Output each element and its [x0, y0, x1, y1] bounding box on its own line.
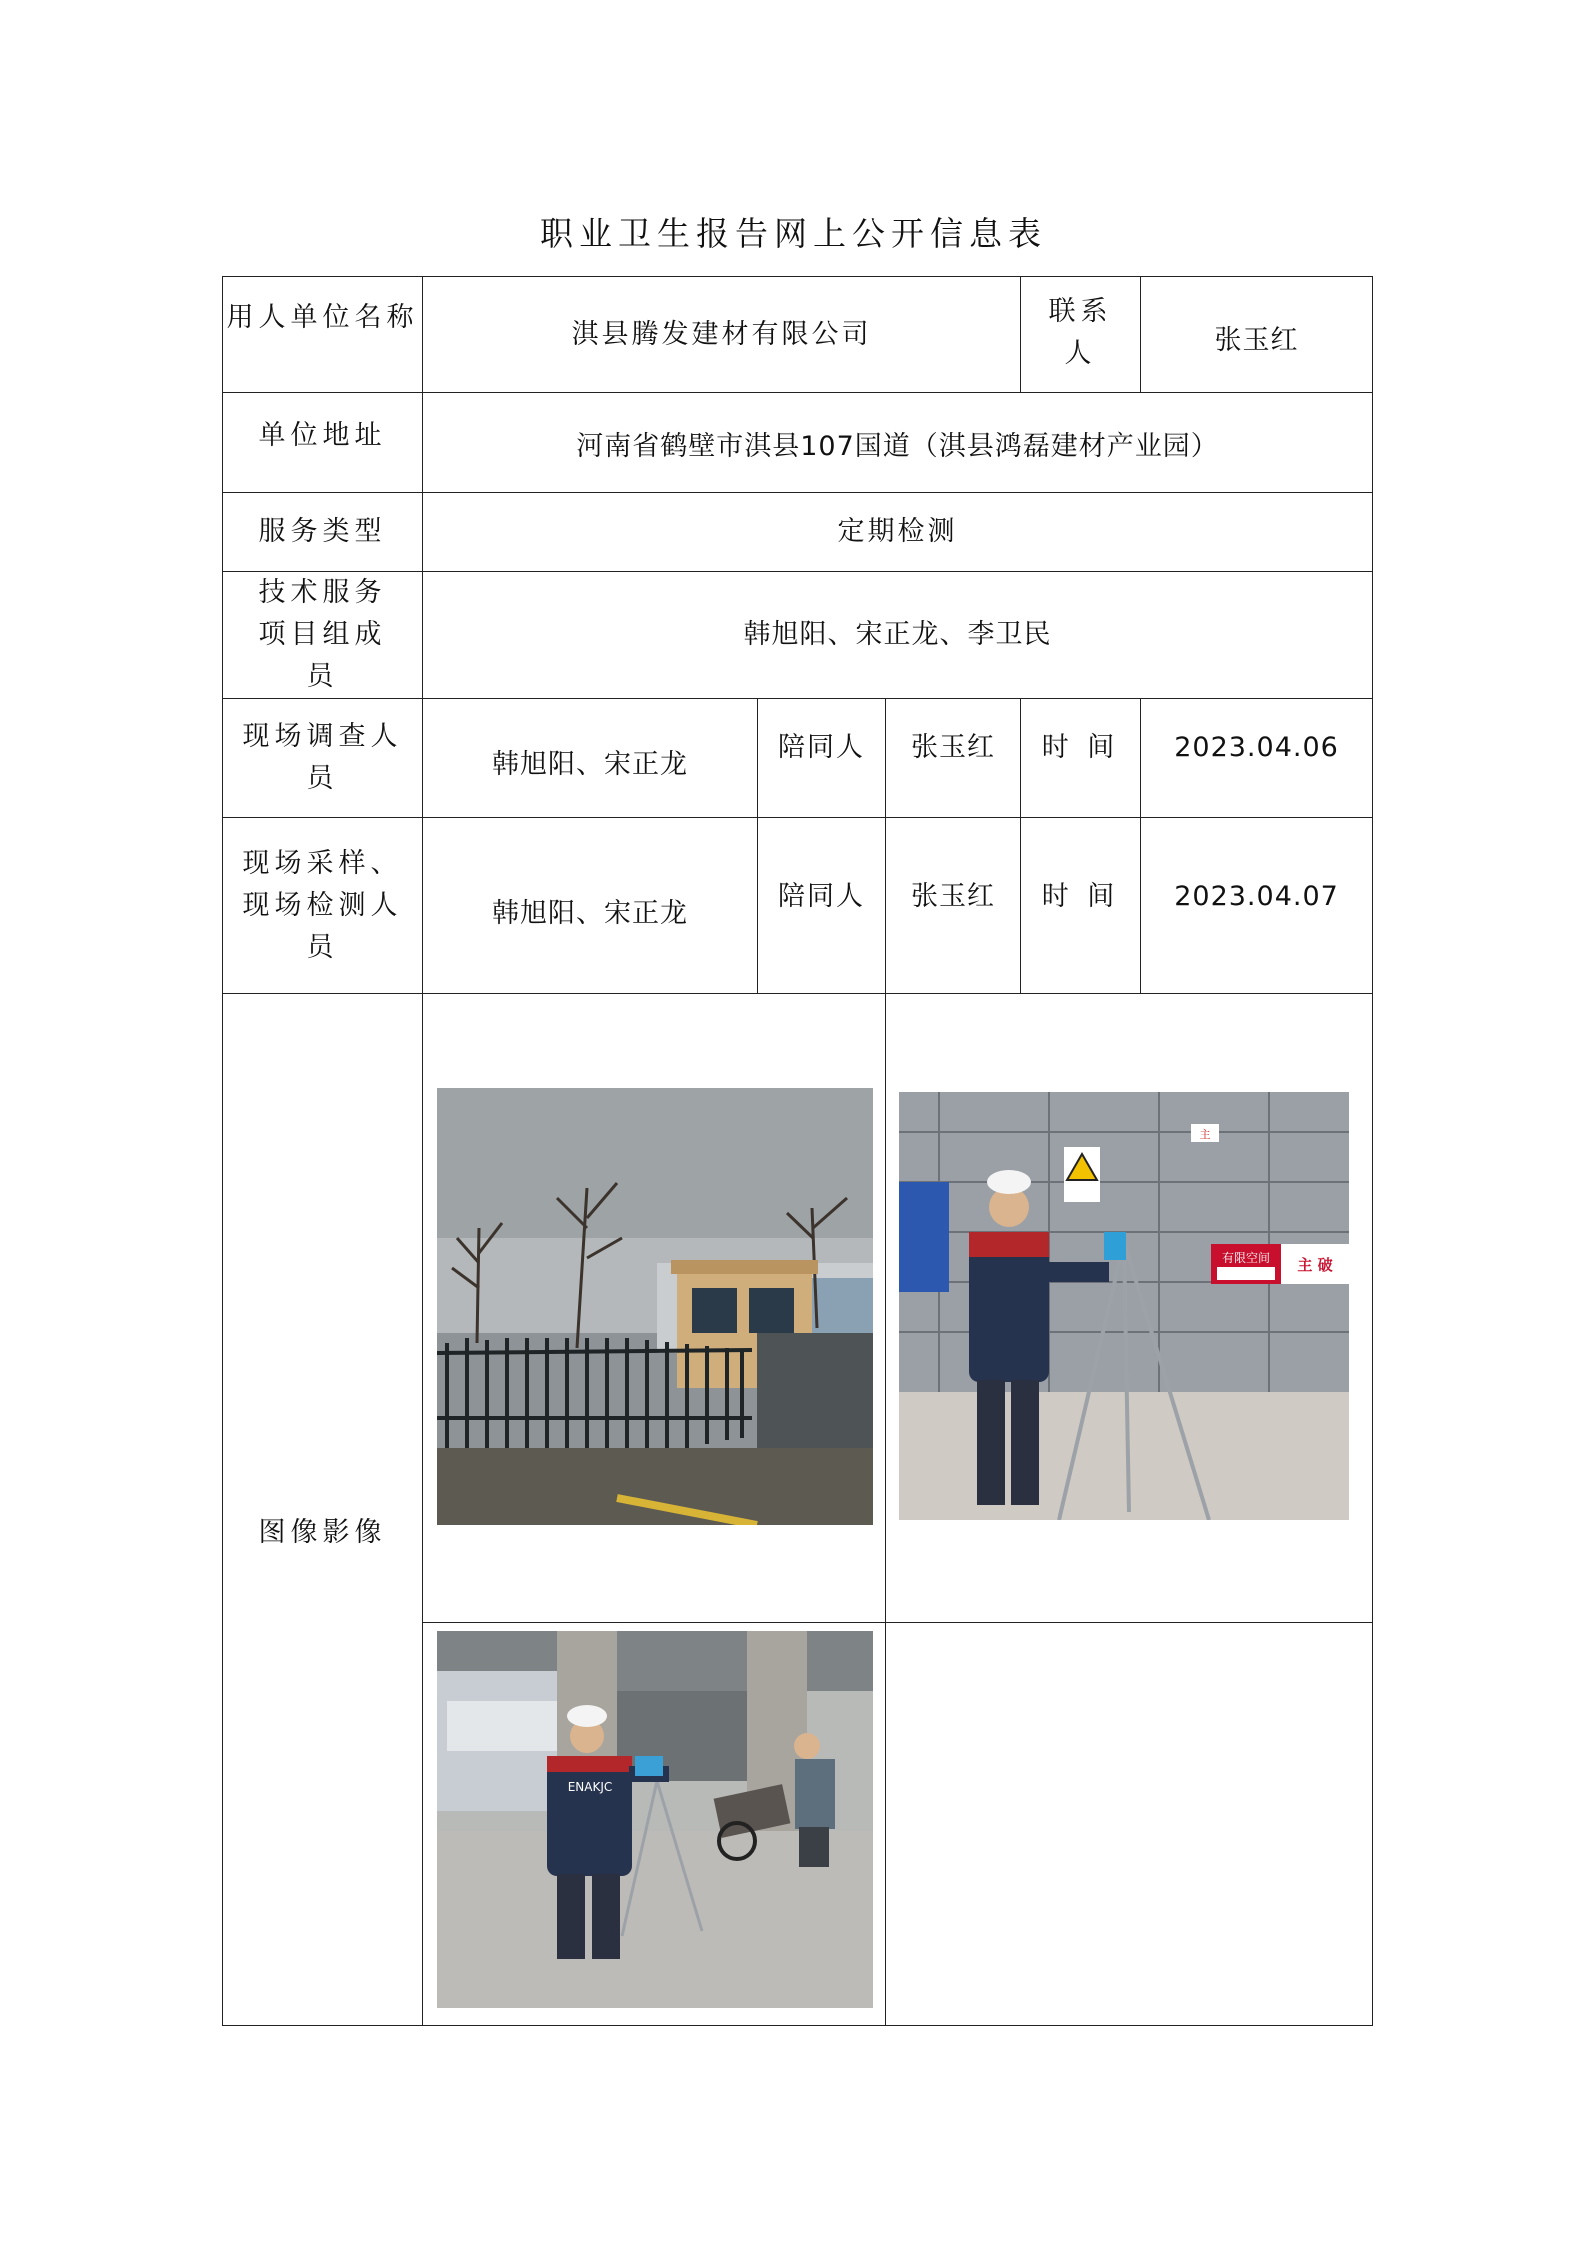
sign-confined-text: 有限空间 — [1221, 1251, 1271, 1265]
address-label: 单位地址 — [223, 393, 423, 493]
sampling-staff: 韩旭阳、宋正龙 — [423, 818, 758, 994]
survey-staff: 韩旭阳、宋正龙 — [423, 699, 758, 818]
crusher-measurement-photo — [899, 1092, 1349, 1520]
employer-label-text: 用人单位名称 — [226, 302, 419, 333]
service-row — [223, 493, 1373, 572]
contact-name: 张玉红 — [1141, 277, 1373, 393]
employer-label — [223, 277, 423, 393]
images-label: 图像影像 — [223, 994, 423, 2026]
sampling-time-label: 时 间 — [1021, 818, 1141, 994]
employer-row — [223, 277, 1373, 393]
sampling-time: 2023.04.07 — [1141, 818, 1373, 994]
vest-text: ENAKJC — [567, 1780, 613, 1794]
team-value: 韩旭阳、宋正龙、李卫民 — [423, 572, 1373, 699]
team-label: 技术服务项目组成员 — [223, 572, 423, 699]
photo-cell-2 — [886, 994, 1373, 1623]
sampling-row — [223, 818, 1373, 994]
survey-label: 现场调查人员 — [223, 699, 423, 818]
survey-accompany-label: 陪同人 — [758, 699, 886, 818]
survey-time-label: 时 间 — [1021, 699, 1141, 818]
service-value: 定期检测 — [423, 493, 1373, 572]
page-title: 职业卫生报告网上公开信息表 — [540, 214, 1047, 253]
factory-gate-photo — [437, 1088, 873, 1525]
sampling-label: 现场采样、现场检测人员 — [223, 818, 423, 994]
photo-cell-1 — [423, 994, 886, 1623]
photo-cell-3 — [423, 1623, 886, 2026]
service-label: 服务类型 — [223, 493, 423, 572]
survey-accompany: 张玉红 — [886, 699, 1021, 818]
sign-main-text: 主 破 — [1297, 1256, 1333, 1274]
employer-name: 淇县腾发建材有限公司 — [423, 277, 1021, 393]
empty-photo-cell — [886, 1623, 1373, 2026]
workshop-measurement-photo — [437, 1631, 873, 2008]
team-row — [223, 572, 1373, 699]
sampling-accompany-label: 陪同人 — [758, 818, 886, 994]
address-row — [223, 393, 1373, 493]
sign-main-top: 主 — [1199, 1128, 1211, 1141]
sampling-accompany: 张玉红 — [886, 818, 1021, 994]
survey-row — [223, 699, 1373, 818]
images-row-1 — [223, 994, 1373, 1623]
info-table — [222, 276, 1373, 2026]
address-value: 河南省鹤壁市淇县107国道（淇县鸿磊建材产业园） — [423, 393, 1373, 493]
survey-time: 2023.04.06 — [1141, 699, 1373, 818]
contact-label: 联系人 — [1021, 277, 1141, 393]
